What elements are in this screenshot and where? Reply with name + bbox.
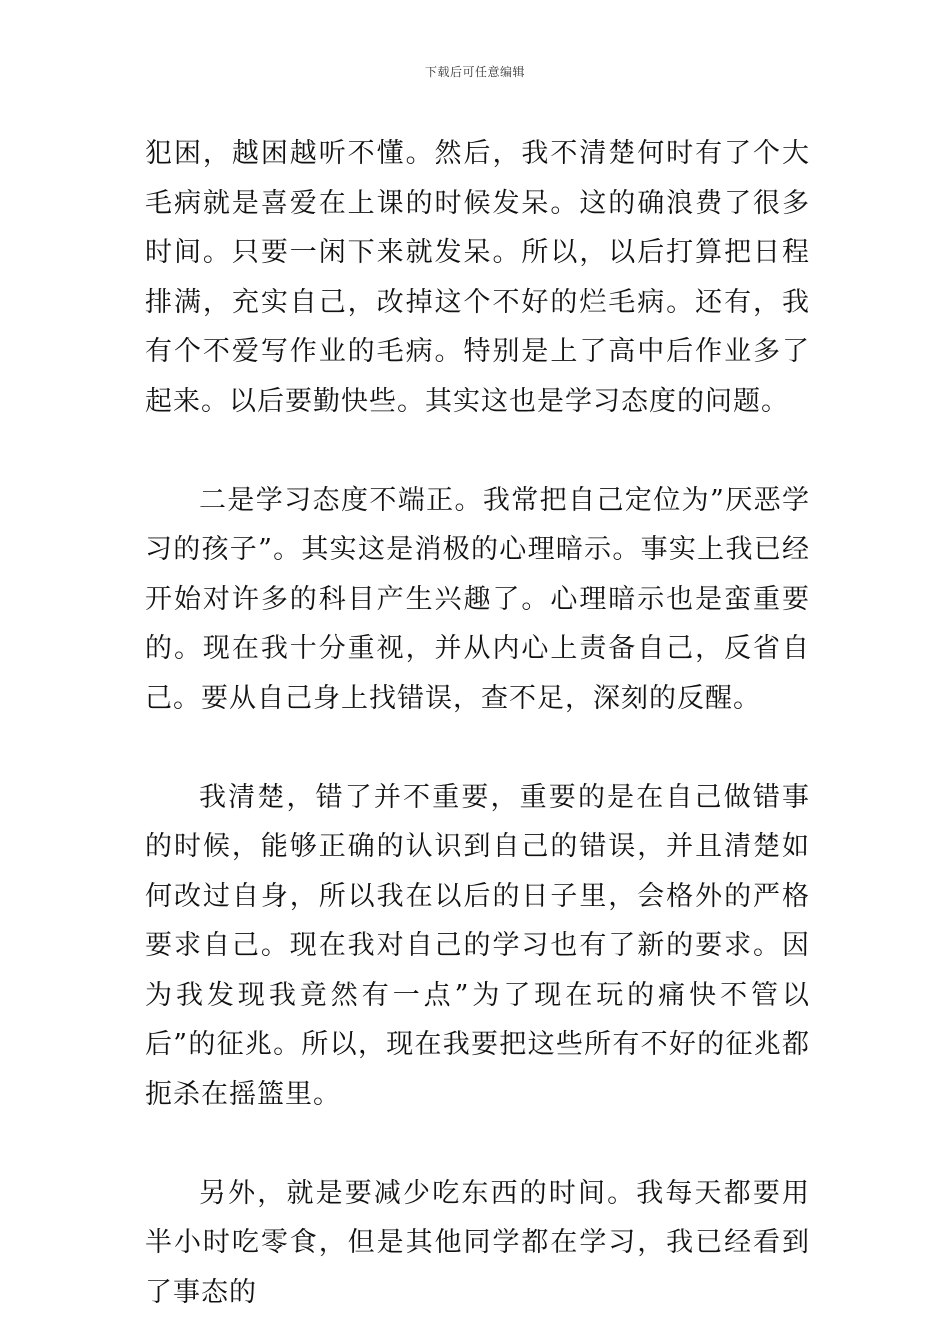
paragraph-3: 我清楚，错了并不重要，重要的是在自己做错事的时候，能够正确的认识到自己的错误，并且清楚如何改过自身，所以我在以后的日子里，会格外的严格要求自己。现在我对自己的学习也有了新的要求。因为我发现我竟然有一点”为了现在玩的痛快不管以后”的征兆。所以，现在我要把这些所有不好的征兆都扼杀在摇篮里。 [145,781,810,1110]
document-body [145,129,810,1317]
paragraph-2: 二是学习态度不端正。我常把自己定位为”厌恶学习的孩子”。其实这是消极的心理暗示。事实上我已经开始对许多的科目产生兴趣了。心理暗示也是蛮重要的。现在我十分重视，并从内心上责备自己，反省自己。要从自己身上找错误，查不足，深刻的反醒。 [145,484,810,714]
paragraph-4: 另外，就是要减少吃东西的时间。我每天都要用半小时吃零食，但是其他同学都在学习，我已经看到了事态的 [145,1177,810,1308]
paragraph-1: 犯困，越困越听不懂。然后，我不清楚何时有了个大毛病就是喜爱在上课的时候发呆。这的确浪费了很多时间。只要一闲下来就发呆。所以，以后打算把日程排满，充实自己，改掉这个不好的烂毛病。还有，我有个不爱写作业的毛病。特别是上了高中后作业多了起来。以后要勤快些。其实这也是学习态度的问题。 [145,138,810,417]
page-header: 下载后可任意编辑 [424,65,525,79]
